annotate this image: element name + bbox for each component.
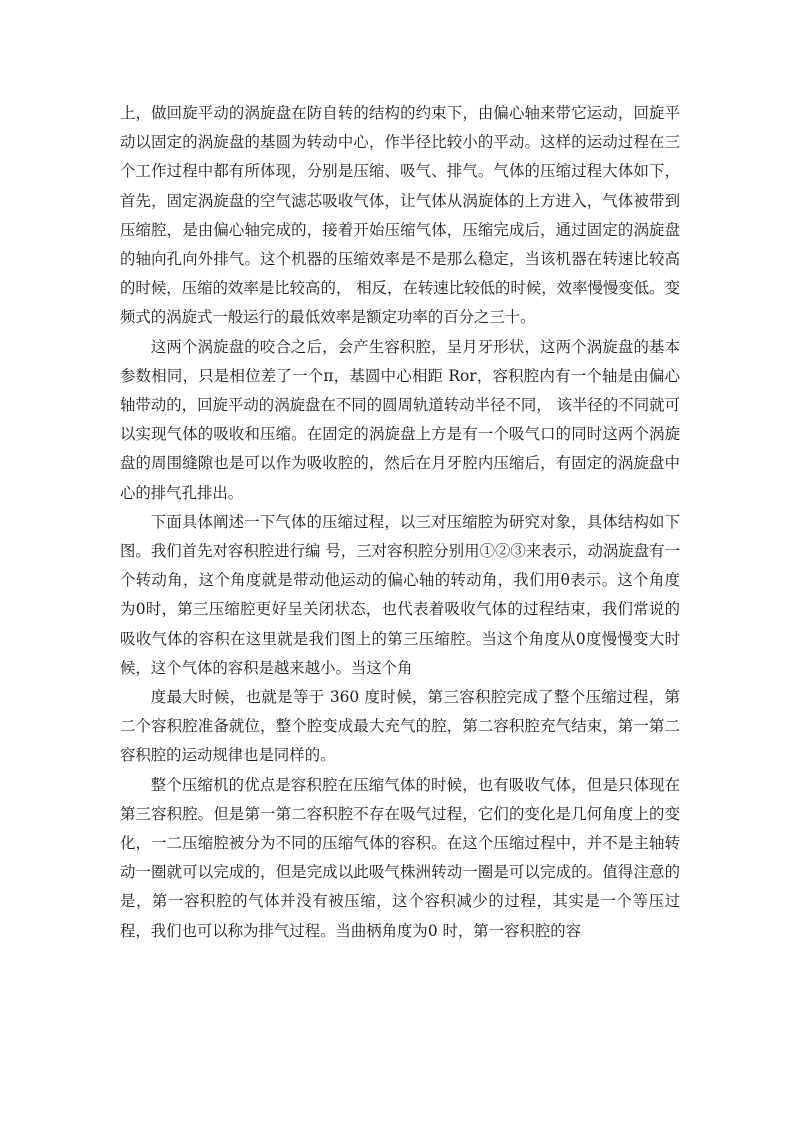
paragraph-4: 度最大时候，也就是等于 360 度时候，第三容积腔完成了整个压缩过程，第二个容积腔准备就位，整个腔变成最大充气的腔，第二容积腔充气结束，第一第二容积腔的运动规律也是同样的。	[120, 688, 680, 765]
body-text	[120, 99, 680, 946]
paragraph-5: 整个压缩机的优点是容积腔在压缩气体的时候，也有吸收气体，但是只体现在第三容积腔。但是第一第二容积腔不存在吸气过程，它们的变化是几何角度上的变化，一二压缩腔被分为不同的压缩气体的容积。在这个压缩过程中，并不是主轴转动一圈就可以完成的，但是完成以此吸气株洲转动一圈是可以完成的。值得注意的是，第一容积腔的气体并没有被压缩，这个容积减少的过程，其实是一个等压过程，我们也可以称为排气过程。当曲柄角度为0 时，第一容积腔的容	[120, 775, 680, 940]
paragraph-1: 上，做回旋平动的涡旋盘在防自转的结构的约束下，由偏心轴来带它运动，回旋平动以固定的涡旋盘的基圆为转动中心，作半径比较小的平动。这样的运动过程在三个工作过程中都有所体现，分别是压缩、吸气、排气。气体的压缩过程大体如下，首先，固定涡旋盘的空气滤芯吸收气体，让气体从涡旋体的上方进入，气体被带到压缩腔，是由偏心轴完成的，接着开始压缩气体，压缩完成后，通过固定的涡旋盘的轴向孔向外排气。这个机器的压缩效率是不是那么稳定，当该机器在转速比较高的时候，压缩的效率是比较高的， 相反，在转速比较低的时候，效率慢慢变低。变频式的涡旋式一般运行的最低效率是额定功率的百分之三十。	[120, 104, 680, 327]
paragraph-2: 这两个涡旋盘的咬合之后，会产生容积腔，呈月牙形状，这两个涡旋盘的基本参数相同，只是相位差了一个π，基圆中心相距 Ror，容积腔内有一个轴是由偏心轴带动的，回旋平动的涡旋盘在不同的圆周轨道转动半径不同， 该半径的不同就可以实现气体的吸收和压缩。在固定的涡旋盘上方是有一个吸气口的同时这两个涡旋盘的周围缝隙也是可以作为吸收腔的，然后在月牙腔内压缩后，有固定的涡旋盘中心的排气孔排出。	[120, 337, 680, 502]
paragraph-3: 下面具体阐述一下气体的压缩过程，以三对压缩腔为研究对象，具体结构如下图。我们首先对容积腔进行编 号，三对容积腔分别用①②③来表示，动涡旋盘有一个转动角，这个角度就是带动他运动的偏心轴的转动角，我们用θ表示。这个角度为0时，第三压缩腔更好呈关闭状态，也代表着吸收气体的过程结束，我们常说的吸收气体的容积在这里就是我们图上的第三压缩腔。当这个角度从0度慢慢变大时候，这个气体的容积是越来越小。当这个角	[120, 512, 680, 677]
